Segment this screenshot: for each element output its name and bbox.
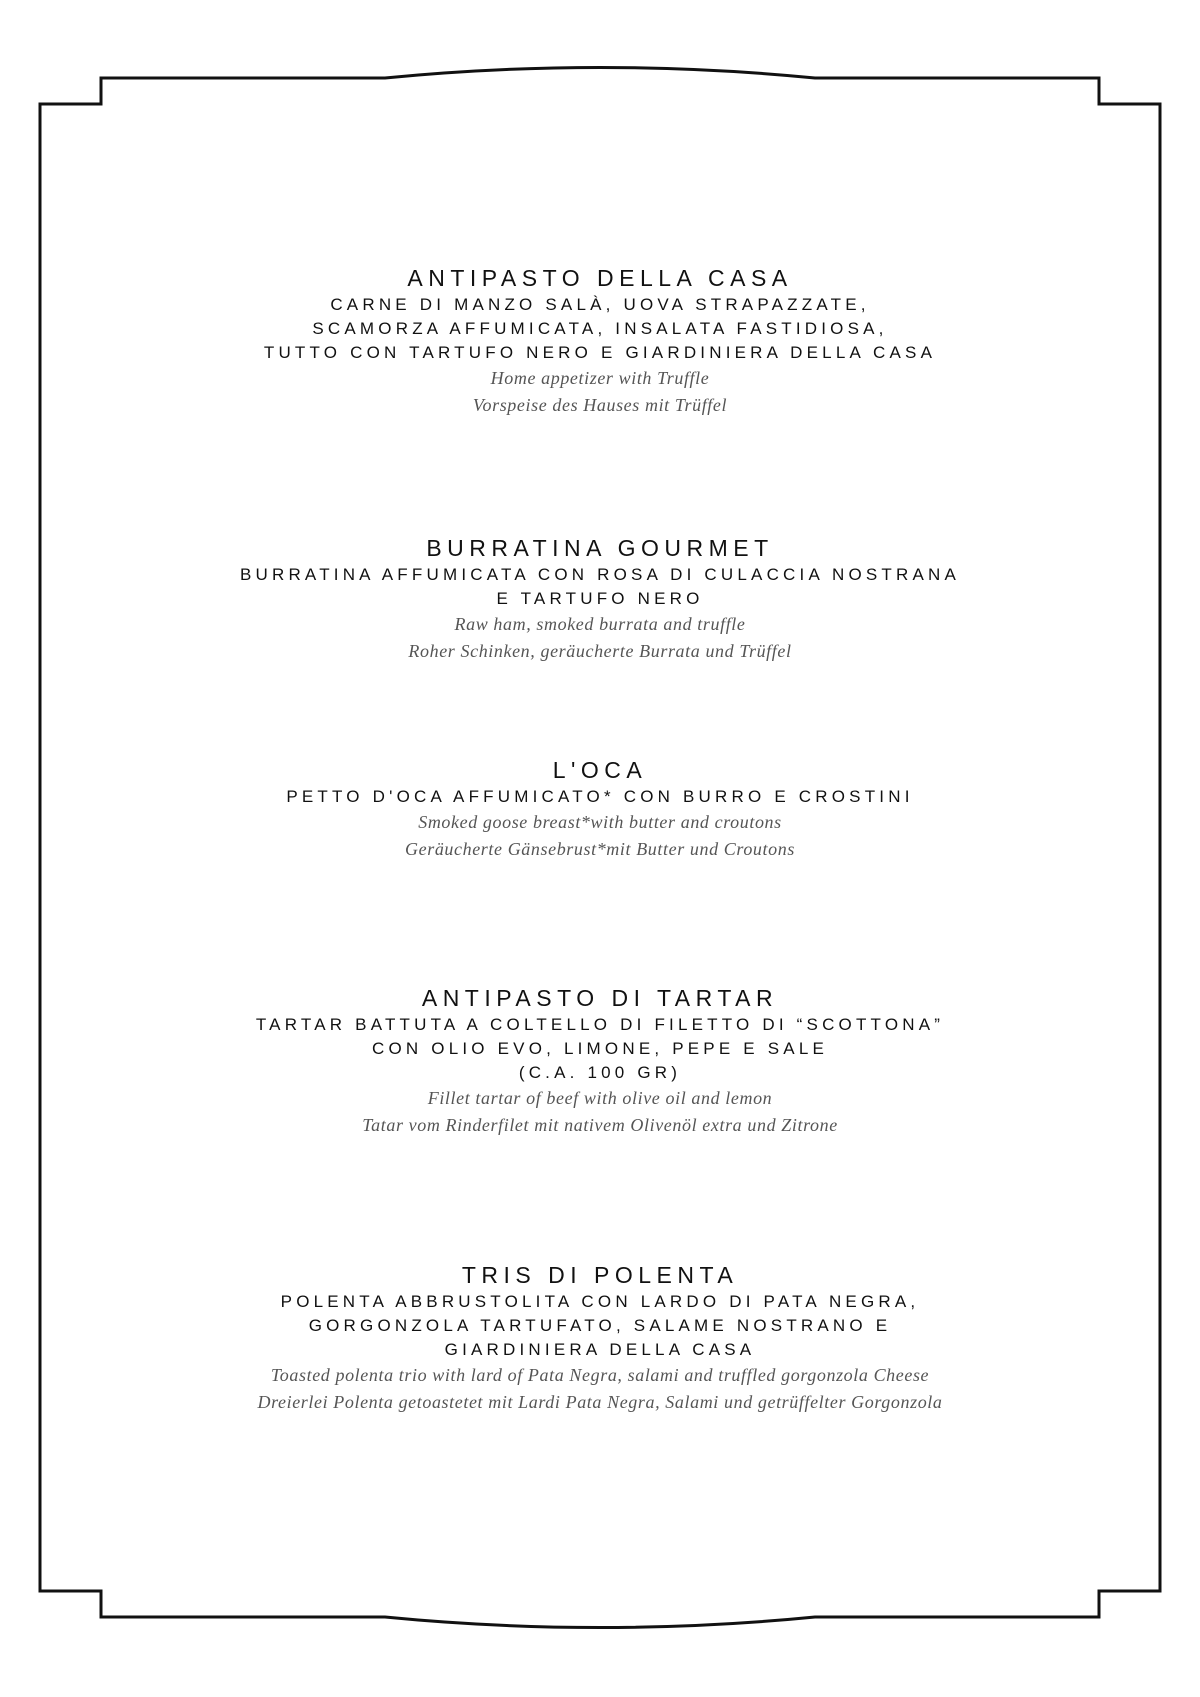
english-translation: Raw ham, smoked burrata and truffle bbox=[454, 614, 746, 634]
english-translation: Toasted polenta trio with lard of Pata Negra, salami and truffled gorgonzola Cheese bbox=[270, 1365, 930, 1385]
description-line: TUTTO CON TARTUFO NERO E GIARDINIERA DELLA CASA bbox=[263, 343, 937, 362]
description-line: CARNE DI MANZO SALÀ, UOVA STRAPAZZATE, bbox=[330, 295, 870, 314]
menu-item-l-oca bbox=[40, 755, 1160, 863]
item-title: ANTIPASTO DI TARTAR bbox=[421, 985, 779, 1011]
german-translation: Tatar vom Rinderfilet mit nativem Olivenöl extra und Zitrone bbox=[362, 1115, 838, 1135]
description-line: TARTAR BATTUTA A COLTELLO DI FILETTO DI “SCOTTONA” bbox=[255, 1015, 945, 1034]
item-title: ANTIPASTO DELLA CASA bbox=[407, 265, 793, 291]
german-translation: Geräucherte Gänsebrust*mit Butter und Croutons bbox=[405, 839, 795, 859]
item-description bbox=[40, 563, 1160, 611]
menu-item-burratina-gourmet bbox=[40, 533, 1160, 665]
menu-item-antipasto-di-tartar bbox=[40, 983, 1160, 1139]
item-title: TRIS DI POLENTA bbox=[461, 1262, 739, 1288]
menu-item-antipasto-della-casa bbox=[40, 263, 1160, 419]
description-line: POLENTA ABBRUSTOLITA CON LARDO DI PATA NEGRA, bbox=[280, 1292, 920, 1311]
description-line: GORGONZOLA TARTUFATO, SALAME NOSTRANO E bbox=[308, 1316, 892, 1335]
german-translation: Roher Schinken, geräucherte Burrata und Trüffel bbox=[408, 641, 792, 661]
item-title: BURRATINA GOURMET bbox=[426, 535, 774, 561]
item-description bbox=[40, 293, 1160, 365]
english-translation: Home appetizer with Truffle bbox=[490, 368, 710, 388]
description-line: CON OLIO EVO, LIMONE, PEPE E SALE bbox=[371, 1039, 829, 1058]
english-translation: Smoked goose breast*with butter and croutons bbox=[418, 812, 782, 832]
description-line: BURRATINA AFFUMICATA CON ROSA DI CULACCIA NOSTRANA bbox=[239, 565, 961, 584]
german-translation: Dreierlei Polenta getoastetet mit Lardi Pata Negra, Salami und getrüffelter Gorgonzola bbox=[257, 1392, 943, 1412]
item-description bbox=[40, 785, 1160, 809]
item-description bbox=[40, 1290, 1160, 1362]
description-line: (C.A. 100 GR) bbox=[518, 1063, 682, 1082]
description-line: E TARTUFO NERO bbox=[496, 589, 704, 608]
description-line: GIARDINIERA DELLA CASA bbox=[444, 1340, 756, 1359]
english-translation: Fillet tartar of beef with olive oil and lemon bbox=[427, 1088, 773, 1108]
description-line: SCAMORZA AFFUMICATA, INSALATA FASTIDIOSA, bbox=[312, 319, 888, 338]
menu-item-tris-di-polenta bbox=[40, 1260, 1160, 1416]
item-title: L'OCA bbox=[552, 757, 648, 783]
item-description bbox=[40, 1013, 1160, 1085]
description-line: PETTO D'OCA AFFUMICATO* CON BURRO E CROSTINI bbox=[286, 787, 914, 806]
german-translation: Vorspeise des Hauses mit Trüffel bbox=[472, 395, 728, 415]
